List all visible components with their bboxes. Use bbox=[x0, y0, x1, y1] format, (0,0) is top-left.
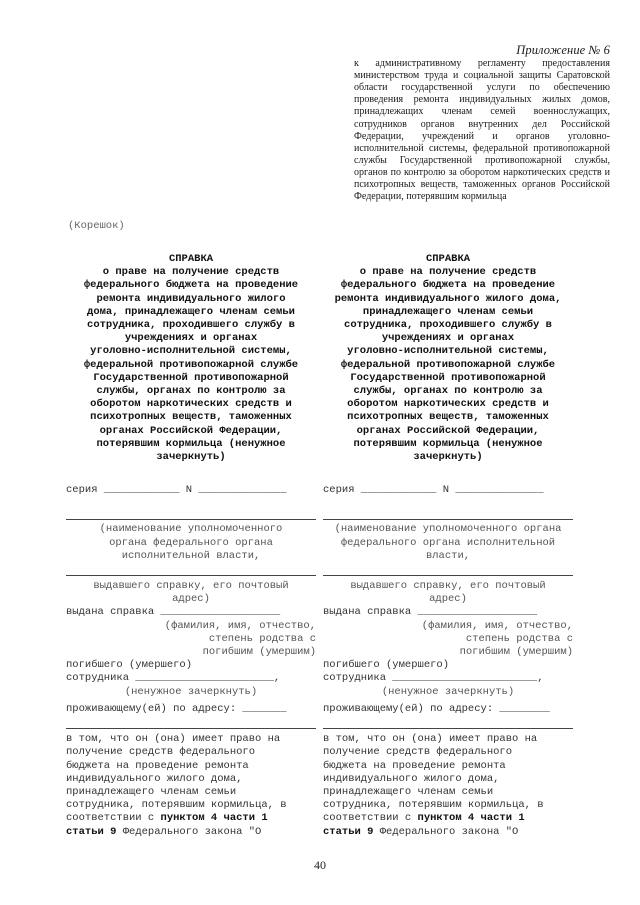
recipient-caption: (фамилия, имя, отчество, степень родства с погибшим (умершим) bbox=[164, 619, 316, 659]
entitlement-paragraph bbox=[323, 733, 573, 839]
entitlement-text: в том, что он (она) имеет право на получение средств федерального бюджета на проведение ремонта индивидуального жилого дома, принадлежащего членам семьи сотрудника, потерявшим кормильца, в соответствии с bbox=[66, 733, 287, 825]
deceased-line: погибшего (умершего) bbox=[66, 659, 193, 672]
stub-label: (Корешок) bbox=[68, 220, 125, 232]
address-line: проживающему(ей) по адресу: ________ bbox=[323, 702, 550, 715]
strike-caption: (ненужное зачеркнуть) bbox=[381, 685, 515, 698]
law-reference: пунктом 4 части 1 статьи 9 bbox=[323, 812, 525, 838]
series-number-line: серия ____________ N ______________ bbox=[323, 484, 544, 497]
page-number: 40 bbox=[314, 858, 326, 872]
recipient-caption: (фамилия, имя, отчество, степень родства с погибшим (умершим) bbox=[421, 619, 573, 659]
authority-fill-line bbox=[66, 519, 316, 520]
issuer-fill-line bbox=[66, 575, 316, 576]
issued-to-line: выдана справка ___________________ bbox=[66, 606, 281, 619]
strike-caption: (ненужное зачеркнуть) bbox=[124, 685, 258, 698]
issuer-caption: выдавшего справку, его почтовый адрес) bbox=[350, 580, 546, 606]
certificate-title bbox=[66, 253, 316, 464]
authority-caption: (наименование уполномоченного органа федерального органа исполнительной власти, bbox=[334, 523, 562, 562]
entitlement-text: в том, что он (она) имеет право на получение средств федерального бюджета на проведение ремонта индивидуального жилого дома, принадлежащего членам семьи сотрудника, потерявшим кормильца, в соответствии с bbox=[323, 733, 544, 825]
authority-fill-line bbox=[323, 519, 573, 520]
certificate-stub-column bbox=[66, 253, 316, 839]
certificate-title bbox=[323, 253, 573, 464]
appendix-description: к административному регламенту предоставления министерством труда и социальной защиты Саратовской области государственной услуги по обеспечению проведения ремонта индивидуальных жилых домов, принадлежащих членам семей военнослужащих, сотрудников органов внутренних дел Российской Федерации, учреждений и органов уголовно-исполнительной системы, федеральной противопожарной службы Государственной противопожарной службы, органов по контролю за оборотом наркотических средств и психотропных веществ, таможенных органов Российской Федерации, потерявшим кормильца bbox=[354, 58, 610, 203]
certificate-subject: о праве на получение средств федерального бюджета на проведение ремонта индивидуального жилого дома, принадлежащего членам семьи сотрудника, проходившего службу в учреждениях и органах уголовно-исполнительной системы, федеральной противопожарной службе Государственной противопожарной службы, органах по контролю за оборотом наркотических средств и психотропных веществ, таможенных органах Российской Федерации, потерявшим кормильца (ненужное зачеркнуть) bbox=[83, 266, 299, 464]
employee-line: сотрудника _______________________, bbox=[323, 672, 544, 685]
certificate-main-column bbox=[323, 253, 573, 839]
issued-to-line: выдана справка ___________________ bbox=[323, 606, 538, 619]
certificate-subject: о праве на получение средств федерального бюджета на проведение ремонта индивидуального жилого дома, принадлежащего членам семьи сотрудника, проходившего службу в учреждениях и органах уголовно-исполнительной системы, федеральной противопожарной службе Государственной противопожарной службы, органах по контролю за оборотом наркотических средств и психотропных веществ, таможенных органах Российской Федерации, потерявшим кормильца (ненужное зачеркнуть) bbox=[334, 266, 562, 464]
certificate-heading: СПРАВКА bbox=[425, 253, 471, 265]
certificate-heading: СПРАВКА bbox=[168, 253, 214, 265]
series-number-line: серия ____________ N ______________ bbox=[66, 484, 287, 497]
address-fill-line bbox=[323, 728, 573, 729]
entitlement-text-tail: Федерального закона "О bbox=[116, 825, 262, 838]
employee-line: сотрудника ______________________, bbox=[66, 672, 281, 685]
address-fill-line bbox=[66, 728, 316, 729]
appendix-block bbox=[354, 44, 610, 203]
appendix-title: Приложение № 6 bbox=[516, 43, 610, 57]
issuer-caption: выдавшего справку, его почтовый адрес) bbox=[93, 580, 289, 606]
entitlement-text-tail: Федерального закона "О bbox=[373, 825, 519, 838]
entitlement-paragraph bbox=[66, 733, 316, 839]
address-line: проживающему(ей) по адресу: _______ bbox=[66, 702, 287, 715]
law-reference: пунктом 4 части 1 статьи 9 bbox=[66, 812, 268, 838]
deceased-line: погибшего (умершего) bbox=[323, 659, 450, 672]
authority-caption: (наименование уполномоченного органа федерального органа исполнительной власти, bbox=[99, 523, 283, 562]
issuer-fill-line bbox=[323, 575, 573, 576]
